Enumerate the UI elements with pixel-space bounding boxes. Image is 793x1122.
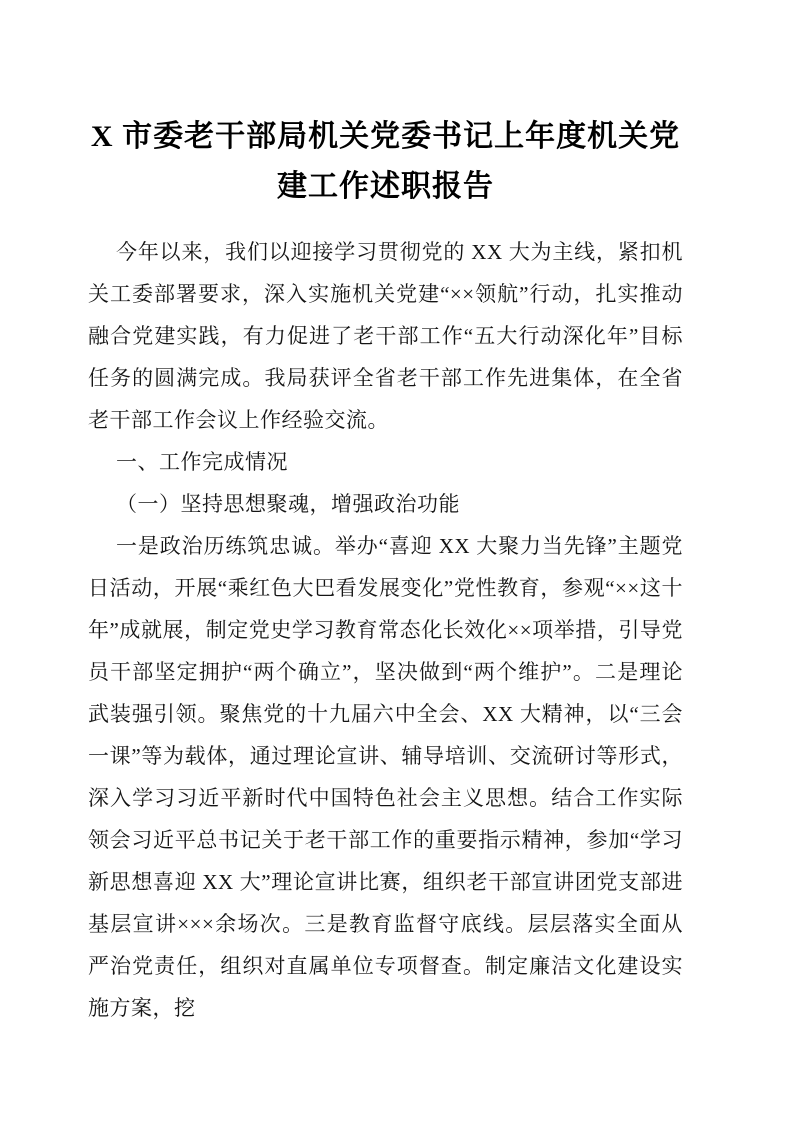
body-paragraph-details: 一是政治历练筑忠诚。举办“喜迎 XX 大聚力当先锋”主题党日活动，开展“乘红色大巴看发展变化”党性教育，参观“××这十年”成就展，制定党史学习教育常态化长效化××项举措，引导党员干部坚定拥护“两个确立”，坚决做到“两个维护”。二是理论武装强引领。聚焦党的十九届六中全会、XX 大精神，以“三会一课”等为载体，通过理论宣讲、辅导培训、交流研讨等形式，深入学习习近平新时代中国特色社会主义思想。结合工作实际领会习近平总书记关于老干部工作的重要指示精神，参加“学习新思想喜迎 XX 大”理论宣讲比赛，组织老干部宣讲团党支部进基层宣讲×××余场次。三是教育监督守底线。层层落实全面从严治党责任，组织对直属单位专项督查。制定廉洁文化建设实施方案，挖 [88,534,683,1020]
document-body [88,231,683,1029]
body-paragraph-intro: 今年以来，我们以迎接学习贯彻党的 XX 大为主线，紧扣机关工委部署要求，深入实施机关党建“××领航”行动，扎实推动融合党建实践，有力促进了老干部工作“五大行动深化年”目标任务的圆满完成。我局获评全省老干部工作先进集体，在全省老干部工作会议上作经验交流。 [88,240,683,432]
subsection-heading-ideology: （一）坚持思想聚魂，增强政治功能 [116,492,460,516]
section-heading-work-completion: 一、工作完成情况 [116,450,288,474]
document-title: X 市委老干部局机关党委书记上年度机关党建工作述职报告 [90,120,681,203]
